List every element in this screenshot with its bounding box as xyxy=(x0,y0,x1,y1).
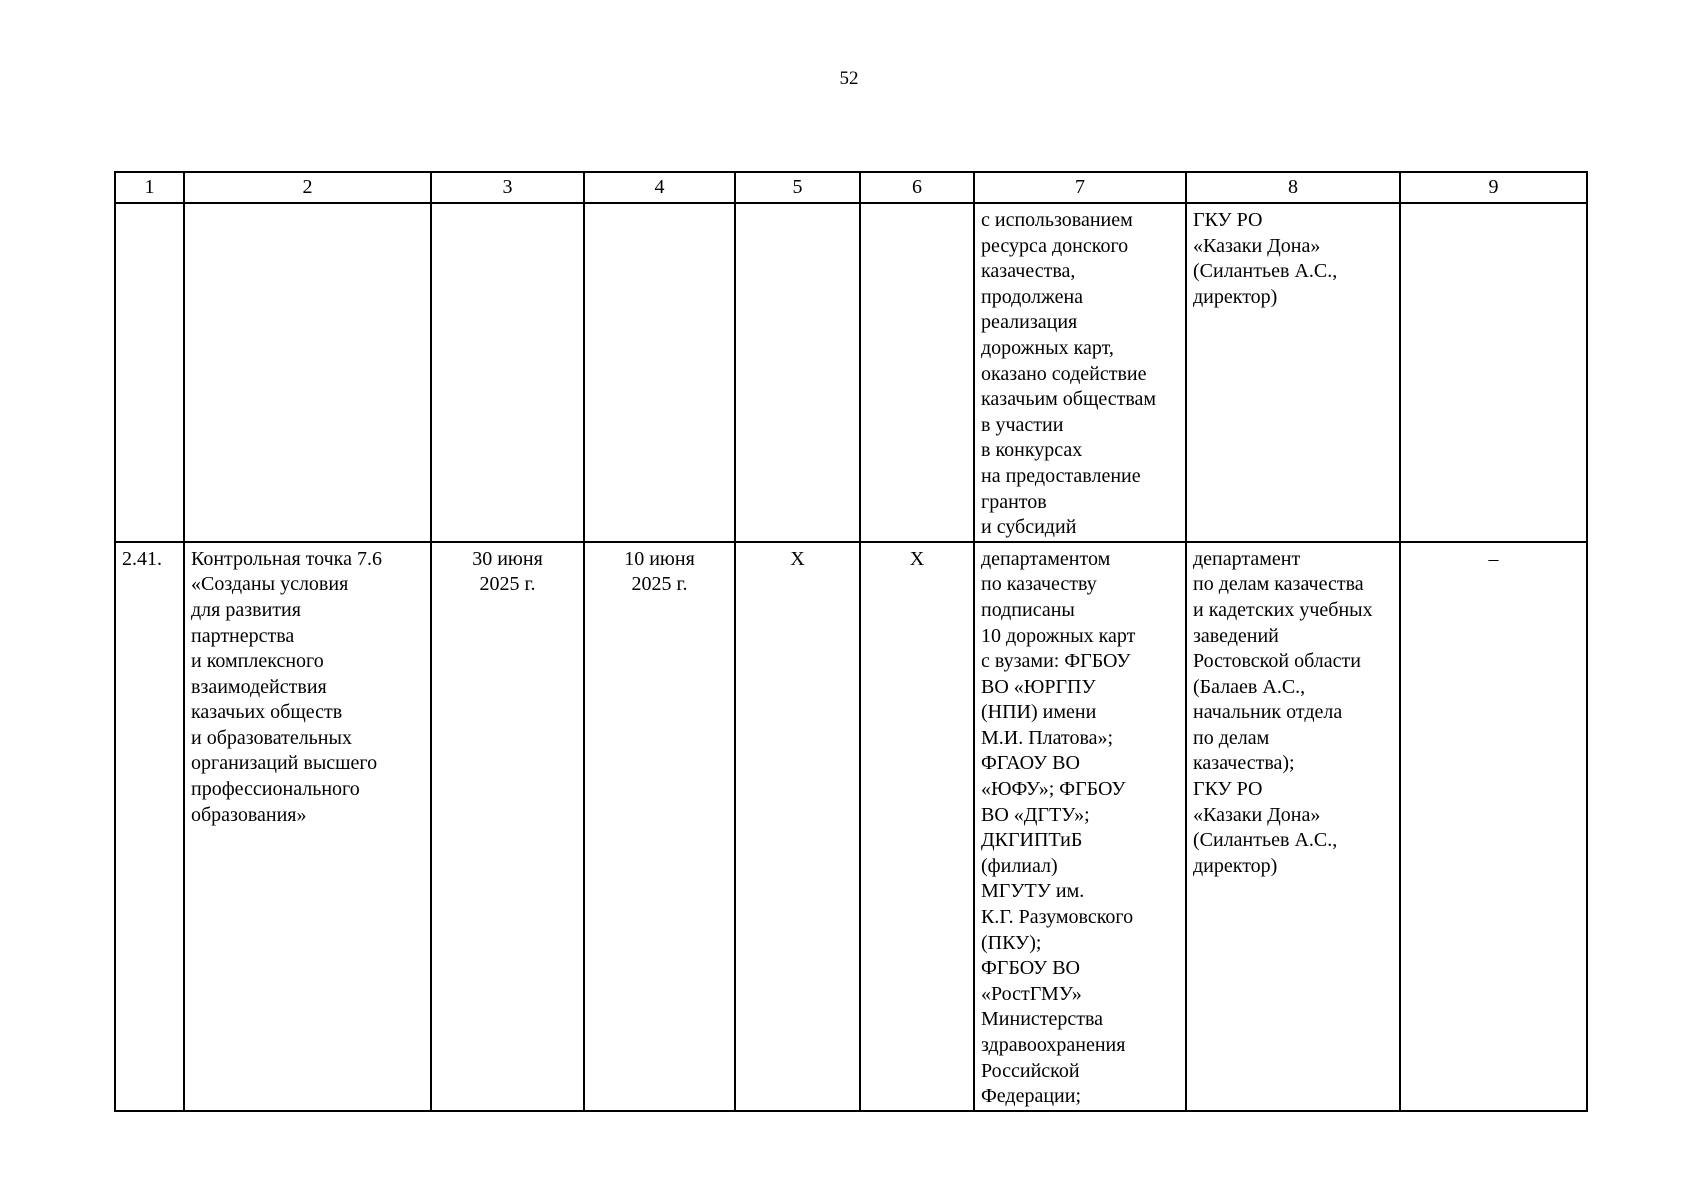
cell-line: «ЮФУ»; ФГБОУ xyxy=(981,778,1126,801)
column-header-3: 3 xyxy=(431,172,584,203)
cell-col6: X xyxy=(860,542,974,1111)
cell-actual-date xyxy=(584,542,735,1111)
cell-line: ГКУ РО xyxy=(1193,778,1263,801)
cell-line: в конкурсах xyxy=(981,439,1083,462)
cell-line: взаимодействия xyxy=(191,675,327,698)
cell-line: МГУТУ им. xyxy=(981,880,1085,903)
cell-line: ВО «ДГТУ»; xyxy=(981,803,1090,826)
report-table xyxy=(114,171,1588,1112)
cell-line: и комплексного xyxy=(191,650,324,673)
cell-line: 10 июня xyxy=(624,547,695,570)
cell-line: (НПИ) имени xyxy=(981,701,1097,724)
cell-line: ФГАОУ ВО xyxy=(981,752,1080,775)
cell-line: для развития xyxy=(191,598,301,621)
cell-line: по казачеству xyxy=(981,573,1097,596)
cell-line: грантов xyxy=(981,490,1047,513)
cell-line: Ростовской области xyxy=(1193,650,1361,673)
column-header-4: 4 xyxy=(584,172,735,203)
cell-number: 2.41. xyxy=(115,542,184,1111)
header-row xyxy=(115,172,1587,203)
cell-line: ресурса донского xyxy=(981,234,1129,257)
cell-line: (Балаев А.С., xyxy=(1193,675,1306,698)
cell-line: организаций высшего xyxy=(191,752,378,775)
cell-line: казачества); xyxy=(1193,752,1295,775)
cell-event xyxy=(184,542,431,1111)
cell-line: на предоставление xyxy=(981,464,1141,487)
cell-line: казачьим обществам xyxy=(981,388,1157,411)
cell-line: «Казаки Дона» xyxy=(1193,803,1321,826)
cell-note: – xyxy=(1400,542,1587,1111)
cell-event xyxy=(184,203,431,542)
cell-planned-date xyxy=(431,542,584,1111)
cell-line: оказано содействие xyxy=(981,362,1147,385)
cell-note xyxy=(1400,203,1587,542)
cell-line: К.Г. Разумовского xyxy=(981,906,1134,929)
cell-col5: X xyxy=(735,542,860,1111)
cell-line: «Казаки Дона» xyxy=(1193,234,1321,257)
cell-line: профессионального xyxy=(191,778,360,801)
cell-line: М.И. Платова»; xyxy=(981,726,1114,749)
cell-line: по делам казачества xyxy=(1193,573,1364,596)
cell-line: подписаны xyxy=(981,598,1075,621)
cell-line: Российской xyxy=(981,1059,1080,1082)
cell-line: и кадетских учебных xyxy=(1193,598,1373,621)
cell-line: и образовательных xyxy=(191,726,352,749)
cell-line: казачьих обществ xyxy=(191,701,343,724)
column-header-1: 1 xyxy=(115,172,184,203)
cell-responsible xyxy=(1186,542,1400,1111)
cell-line: Министерства xyxy=(981,1008,1104,1031)
cell-line: департаментом xyxy=(981,547,1111,570)
cell-line: директор) xyxy=(1193,285,1278,308)
cell-line: 30 июня xyxy=(472,547,543,570)
cell-line: ФГБОУ ВО xyxy=(981,957,1080,980)
cell-actual-date xyxy=(584,203,735,542)
cell-number xyxy=(115,203,184,542)
cell-line: 10 дорожных карт xyxy=(981,624,1136,647)
cell-line: заведений xyxy=(1193,624,1279,647)
cell-line: продолжена xyxy=(981,285,1084,308)
cell-line: (филиал) xyxy=(981,854,1058,877)
cell-line: с вузами: ФГБОУ xyxy=(981,650,1131,673)
page-number: 52 xyxy=(839,68,859,89)
cell-line: дорожных карт, xyxy=(981,336,1114,359)
cell-line: ГКУ РО xyxy=(1193,209,1263,231)
column-header-8: 8 xyxy=(1186,172,1400,203)
table-row-continued xyxy=(115,203,1587,542)
cell-line: здравоохранения xyxy=(981,1034,1126,1056)
column-header-5: 5 xyxy=(735,172,860,203)
cell-line: Контрольная точка 7.6 xyxy=(191,547,382,570)
cell-line: в участии xyxy=(981,413,1064,436)
cell-line: по делам xyxy=(1193,726,1270,749)
cell-line: директор) xyxy=(1193,854,1278,877)
cell-line: (Силантьев А.С., xyxy=(1193,829,1338,852)
cell-result xyxy=(974,203,1186,542)
cell-line: «РостГМУ» xyxy=(981,982,1082,1005)
cell-line: с использованием xyxy=(981,209,1133,231)
column-header-2: 2 xyxy=(184,172,431,203)
cell-line: (ПКУ); xyxy=(981,931,1042,954)
cell-line: департамент xyxy=(1193,547,1301,570)
cell-planned-date xyxy=(431,203,584,542)
cell-result xyxy=(974,542,1186,1111)
column-header-7: 7 xyxy=(974,172,1186,203)
cell-line: реализация xyxy=(981,311,1078,334)
column-header-9: 9 xyxy=(1400,172,1587,203)
cell-line: партнерства xyxy=(191,624,295,647)
cell-line: ВО «ЮРГПУ xyxy=(981,675,1096,698)
cell-line: 2025 г. xyxy=(631,573,688,596)
cell-line: и субсидий xyxy=(981,516,1077,539)
column-header-6: 6 xyxy=(860,172,974,203)
cell-col5 xyxy=(735,203,860,542)
table-row-2-41 xyxy=(115,542,1587,1111)
cell-line: начальник отдела xyxy=(1193,701,1343,724)
cell-line: «Созданы условия xyxy=(191,573,349,596)
cell-line: ДКГИПТиБ xyxy=(981,829,1083,852)
cell-col6 xyxy=(860,203,974,542)
cell-line: Федерации; xyxy=(981,1085,1082,1108)
cell-line: 2025 г. xyxy=(479,573,536,596)
cell-line: (Силантьев А.С., xyxy=(1193,260,1338,283)
cell-responsible xyxy=(1186,203,1400,542)
cell-line: образования» xyxy=(191,803,307,826)
cell-line: казачества, xyxy=(981,260,1076,283)
